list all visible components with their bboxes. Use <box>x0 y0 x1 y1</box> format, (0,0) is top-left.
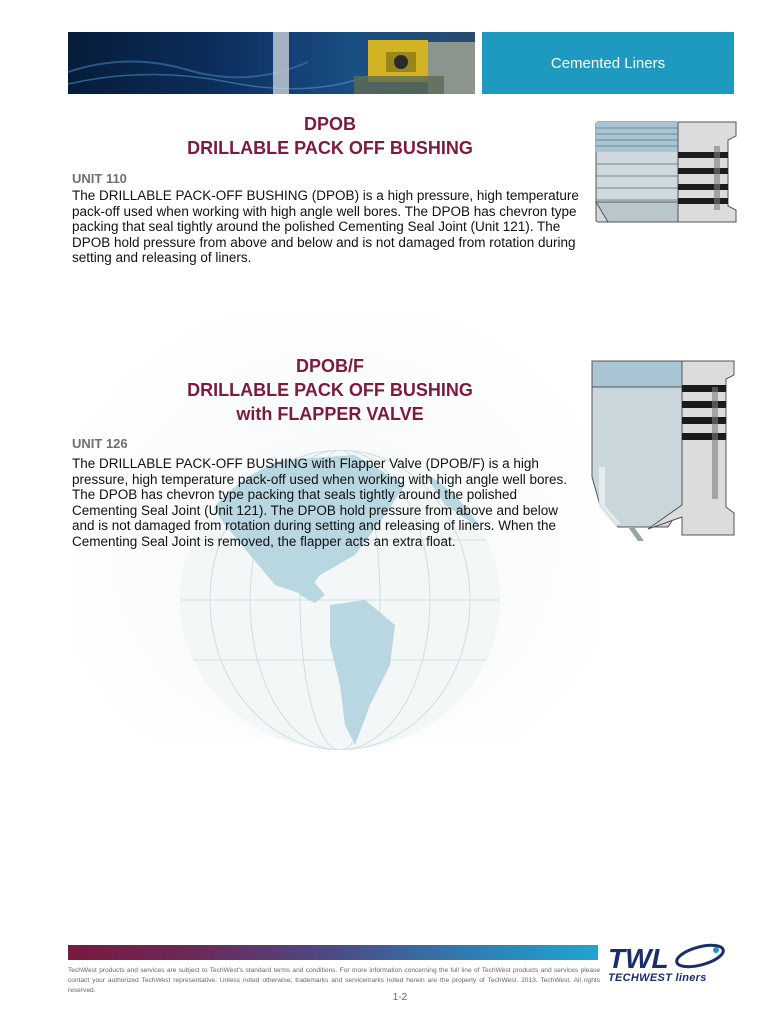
section-description: The DRILLABLE PACK-OFF BUSHING with Flapper Valve (DPOB/F) is a high pressure, high temperature pack-off used when working with high angle well bores. The DPOB has chevron type packing that seals tightly around the polished Cementing Seal Joint (Unit 121). The DPOB hold pressure from above and below and is not damaged from rotation during setting and releasing of liners. When the Cementing Seal Joint is removed, the flapper acts an extra float. <box>72 456 568 549</box>
header-photo <box>68 32 475 94</box>
title-line-1: DPOB/F <box>295 356 364 376</box>
section-title-dpobf <box>72 354 588 426</box>
unit-label: UNIT 110 <box>72 171 127 186</box>
title-line-2: DRILLABLE PACK OFF BUSHING <box>187 138 473 158</box>
section-title-dpob <box>72 112 588 160</box>
section-description: The DRILLABLE PACK-OFF BUSHING (DPOB) is a high pressure, high temperature pack-off used when working with high angle well bores. The DPOB has chevron type packing that seal tightly around the polished Cementing Seal Joint (Unit 121). The DPOB hold pressure from above and below and is not damaged from rotation during setting and releasing of liners. <box>72 188 579 266</box>
title-line-3: with FLAPPER VALVE <box>236 404 424 424</box>
section-tab-cemented-liners[interactable]: Cemented Liners <box>482 32 734 94</box>
dpobf-product-image <box>588 357 738 541</box>
unit-label: UNIT 126 <box>72 436 128 451</box>
title-line-1: DPOB <box>303 114 356 134</box>
logo-wordmark: TECHWEST liners <box>608 972 707 984</box>
footer-gradient-bar <box>68 945 598 960</box>
footer-disclaimer: TechWest products and services are subject to TechWest's standard terms and conditions. For more information concerning the full line of TechWest products and services please contact your authorized TechWest representative. Unless noted otherwise, trademarks and servicemarks noted herein are the property of TechWest. 2013. TechWest. All rights reserved. <box>68 967 600 994</box>
page-number: 1-2 <box>392 992 408 1003</box>
title-line-2: DRILLABLE PACK OFF BUSHING <box>187 380 473 400</box>
svg-text:TWL: TWL <box>608 943 669 972</box>
dpob-product-image <box>588 116 738 228</box>
